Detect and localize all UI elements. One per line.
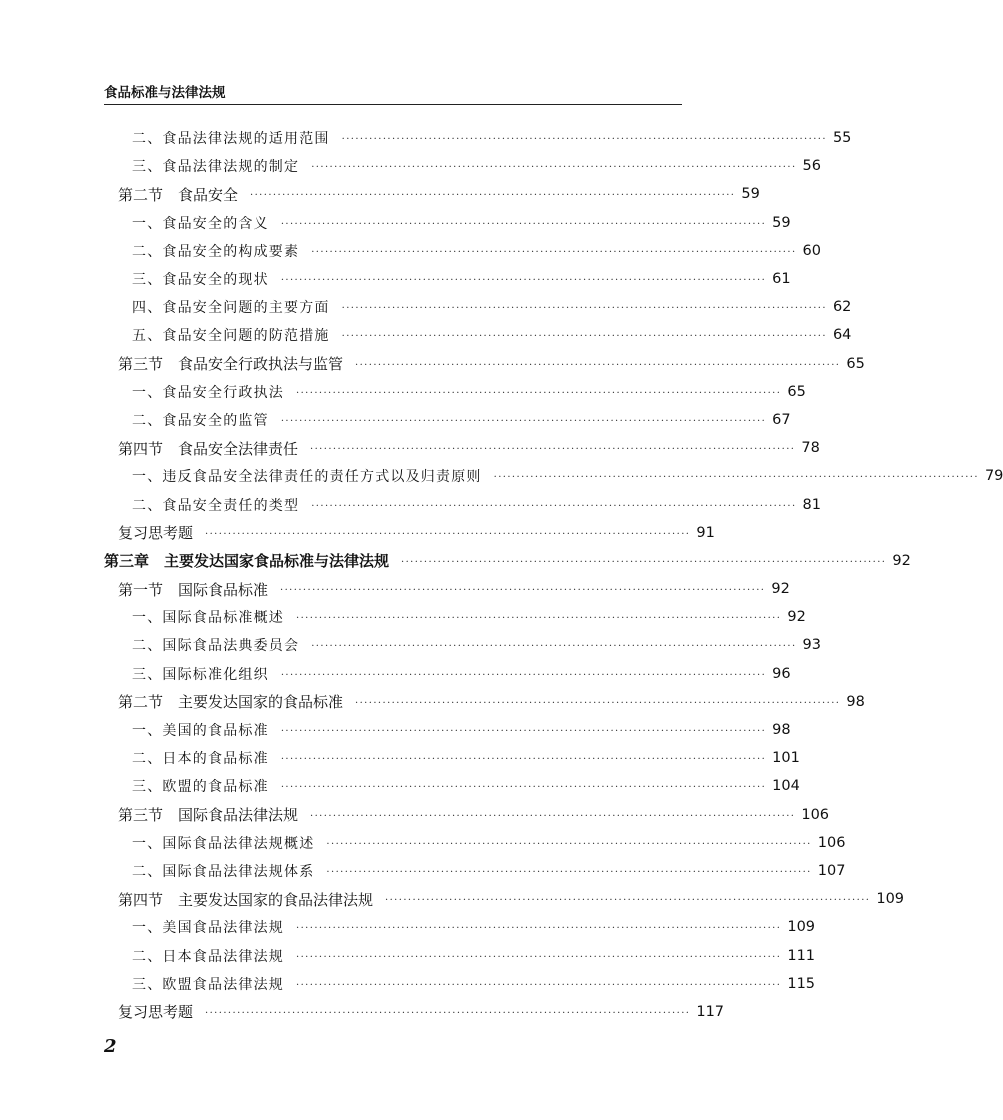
toc-entry bbox=[104, 857, 846, 885]
dot-leader: ·········································································································· bbox=[280, 754, 767, 766]
toc-entry-page: 117 bbox=[696, 1003, 725, 1020]
toc-entry-title: 三、国际标准化组织 bbox=[132, 666, 269, 683]
running-header bbox=[104, 84, 682, 105]
toc-entry-title: 第二节 食品安全 bbox=[118, 185, 239, 204]
toc-entry-page: 79 bbox=[984, 468, 1003, 485]
toc-entry-title: 一、美国的食品标准 bbox=[132, 723, 269, 740]
toc-entry bbox=[104, 547, 911, 575]
toc-entry-page: 101 bbox=[772, 750, 800, 767]
dot-leader: ·········································································································· bbox=[310, 444, 796, 456]
toc-entry bbox=[104, 462, 1003, 490]
toc-entry bbox=[104, 829, 846, 857]
toc-entry bbox=[104, 406, 791, 434]
toc-entry-page: 92 bbox=[892, 552, 911, 569]
toc-entry bbox=[104, 716, 791, 744]
toc-entry bbox=[104, 631, 821, 659]
toc-entry bbox=[104, 941, 816, 969]
toc-entry-title: 一、食品安全的含义 bbox=[132, 215, 269, 232]
toc-entry bbox=[104, 913, 816, 941]
dot-leader: ·········································································································· bbox=[385, 895, 871, 907]
toc-entry bbox=[104, 434, 820, 462]
toc-entry bbox=[104, 209, 791, 237]
toc-entry-page: 61 bbox=[772, 271, 791, 288]
toc-entry-title: 第二节 主要发达国家的食品标准 bbox=[118, 693, 344, 712]
toc-entry-page: 115 bbox=[787, 975, 816, 992]
book-title: 食品标准与法律法规 bbox=[104, 85, 226, 101]
toc-entry bbox=[104, 744, 800, 772]
dot-leader: ·········································································································· bbox=[296, 613, 782, 625]
dot-leader: ·········································································································· bbox=[311, 162, 797, 174]
toc-entry-page: 55 bbox=[832, 130, 852, 147]
dot-leader: ·········································································································· bbox=[310, 810, 796, 822]
toc-entry bbox=[104, 885, 905, 913]
dot-leader: ·········································································································· bbox=[355, 697, 841, 709]
toc-entry bbox=[104, 293, 852, 321]
toc-entry-title: 一、食品安全行政执法 bbox=[132, 384, 284, 401]
toc-entry bbox=[104, 350, 865, 378]
toc-entry-title: 二、食品安全责任的类型 bbox=[132, 497, 300, 514]
toc-entry-title: 二、国际食品法律法规体系 bbox=[132, 863, 315, 880]
dot-leader: ·········································································································· bbox=[311, 500, 797, 512]
toc-entry-page: 62 bbox=[832, 299, 852, 316]
toc-entry-page: 64 bbox=[832, 327, 852, 344]
toc-entry-page: 60 bbox=[802, 242, 821, 259]
dot-leader: ·········································································································· bbox=[311, 246, 797, 258]
toc-entry-title: 二、日本的食品标准 bbox=[132, 751, 269, 768]
toc-entry-title: 复习思考题 bbox=[118, 524, 194, 543]
dot-leader: ·········································································································· bbox=[205, 1007, 691, 1019]
dot-leader: ·········································································································· bbox=[493, 472, 979, 484]
toc-entry-page: 107 bbox=[817, 862, 846, 879]
toc-entry-page: 59 bbox=[741, 186, 760, 203]
toc-entry-title: 二、日本食品法律法规 bbox=[132, 948, 284, 965]
toc-entry-title: 二、食品安全的构成要素 bbox=[132, 243, 300, 260]
dot-leader: ·········································································································· bbox=[280, 669, 767, 681]
dot-leader: ·········································································································· bbox=[296, 387, 782, 399]
toc-entry-page: 106 bbox=[801, 806, 830, 823]
toc-entry-title: 一、国际食品法律法规概述 bbox=[132, 835, 315, 852]
dot-leader: ·········································································································· bbox=[296, 951, 782, 963]
toc-entry-page: 104 bbox=[772, 778, 800, 795]
toc-entry-page: 56 bbox=[802, 158, 821, 175]
dot-leader: ·········································································································· bbox=[341, 331, 827, 343]
toc-entry bbox=[104, 490, 821, 518]
toc-entry-title: 五、食品安全问题的防范措施 bbox=[132, 328, 330, 345]
dot-leader: ·········································································································· bbox=[326, 838, 812, 850]
toc-entry-title: 第四节 食品安全法律责任 bbox=[118, 439, 299, 458]
toc-entry-page: 93 bbox=[802, 637, 821, 654]
dot-leader: ·········································································································· bbox=[250, 190, 736, 202]
toc-entry bbox=[104, 575, 790, 603]
toc-entry bbox=[104, 519, 715, 547]
toc-entry-page: 92 bbox=[787, 609, 806, 626]
toc-entry-page: 109 bbox=[787, 919, 816, 936]
toc-entry-page: 91 bbox=[696, 524, 715, 541]
dot-leader: ·········································································································· bbox=[401, 556, 887, 568]
toc-entry-page: 109 bbox=[876, 891, 905, 908]
toc-entry-title: 四、食品安全问题的主要方面 bbox=[132, 300, 330, 317]
toc-entry bbox=[104, 321, 852, 349]
dot-leader: ·········································································································· bbox=[296, 979, 782, 991]
toc-entry bbox=[104, 152, 821, 180]
dot-leader: ·········································································································· bbox=[280, 275, 767, 287]
toc-entry bbox=[104, 801, 830, 829]
dot-leader: ·········································································································· bbox=[205, 528, 691, 540]
toc-entry-page: 59 bbox=[772, 214, 791, 231]
toc-entry-title: 一、国际食品标准概述 bbox=[132, 610, 284, 627]
dot-leader: ·········································································································· bbox=[326, 866, 812, 878]
dot-leader: ·········································································································· bbox=[341, 303, 827, 315]
dot-leader: ·········································································································· bbox=[296, 923, 782, 935]
toc-entry bbox=[104, 970, 816, 998]
toc-entry-title: 第一节 国际食品标准 bbox=[118, 580, 269, 599]
toc-entry bbox=[104, 772, 800, 800]
toc-entry-page: 78 bbox=[801, 440, 820, 457]
toc-entry bbox=[104, 237, 821, 265]
table-of-contents bbox=[104, 124, 1003, 1026]
toc-entry-title: 三、食品安全的现状 bbox=[132, 272, 269, 289]
toc-entry-page: 65 bbox=[787, 383, 806, 400]
toc-entry-title: 第三节 国际食品法律法规 bbox=[118, 806, 299, 825]
toc-entry-page: 98 bbox=[772, 722, 791, 739]
toc-entry-title: 二、食品安全的监管 bbox=[132, 412, 269, 429]
toc-entry-page: 92 bbox=[771, 581, 790, 598]
dot-leader: ·········································································································· bbox=[280, 218, 767, 230]
dot-leader: ·········································································································· bbox=[341, 134, 827, 146]
toc-entry-title: 二、食品法律法规的适用范围 bbox=[132, 131, 330, 148]
toc-entry-title: 三、欧盟食品法律法规 bbox=[132, 976, 284, 993]
toc-entry-title: 第三章 主要发达国家食品标准与法律法规 bbox=[104, 552, 390, 571]
toc-entry bbox=[104, 378, 806, 406]
toc-entry-title: 一、美国食品法律法规 bbox=[132, 920, 284, 937]
toc-entry bbox=[104, 688, 865, 716]
toc-entry-page: 106 bbox=[817, 834, 846, 851]
toc-entry-page: 65 bbox=[846, 355, 865, 372]
toc-entry-page: 67 bbox=[772, 411, 791, 428]
dot-leader: ·········································································································· bbox=[280, 585, 766, 597]
toc-entry-page: 96 bbox=[772, 665, 791, 682]
dot-leader: ·········································································································· bbox=[280, 415, 767, 427]
toc-entry-page: 111 bbox=[787, 947, 816, 964]
toc-entry bbox=[104, 265, 791, 293]
dot-leader: ·········································································································· bbox=[280, 726, 767, 738]
page-number: 2 bbox=[104, 1036, 117, 1057]
toc-entry-title: 第三节 食品安全行政执法与监管 bbox=[118, 355, 344, 374]
toc-entry-title: 复习思考题 bbox=[118, 1003, 194, 1022]
toc-entry bbox=[104, 660, 791, 688]
toc-entry-page: 98 bbox=[846, 693, 865, 710]
toc-entry bbox=[104, 603, 806, 631]
toc-entry-title: 三、食品法律法规的制定 bbox=[132, 159, 300, 176]
dot-leader: ·········································································································· bbox=[280, 782, 767, 794]
toc-entry-page: 81 bbox=[802, 496, 821, 513]
toc-entry-title: 三、欧盟的食品标准 bbox=[132, 779, 269, 796]
toc-entry bbox=[104, 998, 725, 1026]
toc-entry-title: 二、国际食品法典委员会 bbox=[132, 638, 300, 655]
toc-entry bbox=[104, 124, 852, 152]
dot-leader: ·········································································································· bbox=[355, 359, 841, 371]
toc-entry-title: 第四节 主要发达国家的食品法律法规 bbox=[118, 890, 374, 909]
toc-entry-title: 一、违反食品安全法律责任的责任方式以及归责原则 bbox=[132, 469, 482, 486]
dot-leader: ·········································································································· bbox=[311, 641, 797, 653]
toc-entry bbox=[104, 180, 760, 208]
